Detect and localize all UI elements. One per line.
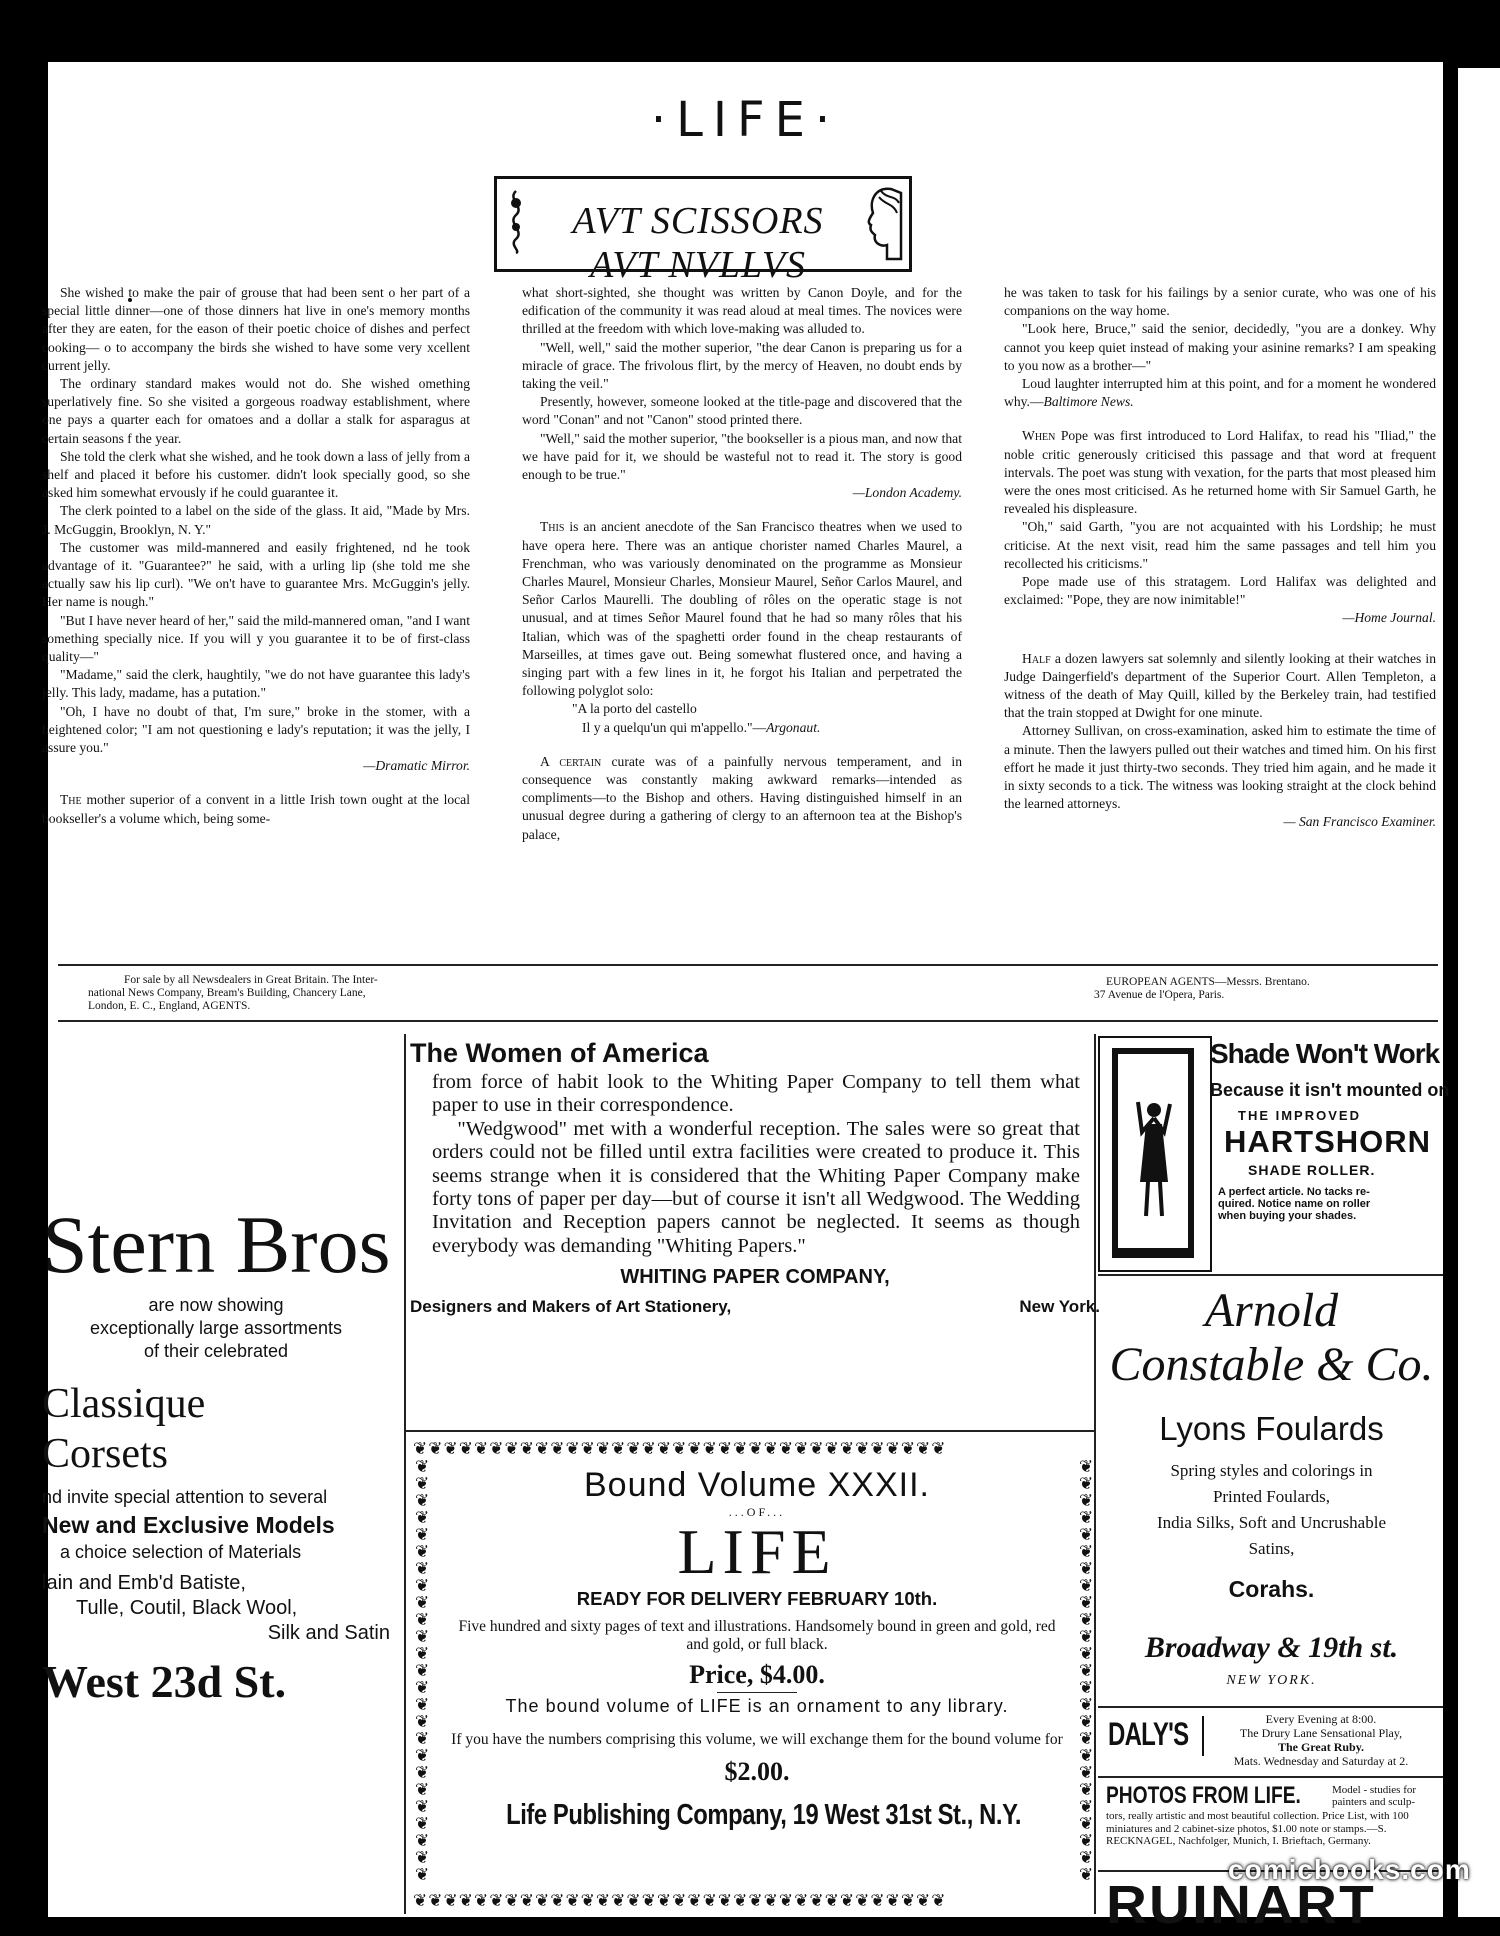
lead-word: This [540, 519, 565, 535]
ad-border [404, 1034, 406, 1914]
lead-word: Half [1022, 650, 1051, 666]
banner-title: AVT SCISSORS AVT NVLLVS [572, 200, 824, 286]
hartshorn-shade-ad [1098, 1036, 1450, 1272]
price: $2.00. [724, 1757, 790, 1786]
paragraph-text: a dozen lawyers sat solemnly and silently looking at their watches in Judge Daingerfield's department of the Superior Court. Allen Templeton, a witness of the death of May Quill, killed by the Berkeley train, had testified that the train stopped at Dwight for one minute. [1004, 650, 1436, 721]
source-credit: Baltimore News. [1043, 394, 1134, 410]
window-illustration [1098, 1036, 1212, 1272]
divider [1202, 1716, 1204, 1756]
paragraph: The customer was mild-mannered and easily frightened, nd he took advantage of it. "Guarantee?" he said, with a urling lip (she told me she actually saw his lip curl). "We on't have to guarantee Mrs. McGuggin's jelly. Her name is nough." [42, 539, 470, 610]
agents-line: 37 Avenue de l'Opera, Paris. [1094, 989, 1225, 1001]
ad-line: READY FOR DELIVERY FEBRUARY 10th. [576, 1588, 938, 1609]
paragraph: what short-sighted, she thought was written by Canon Doyle, and for the edification of the community it was read aloud at meal times. The novices were thrilled at the freedom with which love-making was alluded to. [522, 285, 962, 337]
section-banner [494, 176, 912, 286]
paragraph: from force of habit look to the Whiting Paper Company to tell them what paper to use in their correspondence. [432, 1071, 1080, 1117]
source-credit: —Home Journal. [1342, 610, 1436, 626]
ad-line: lain and Emb'd Batiste, [42, 1572, 246, 1594]
paragraph: "Well, well," said the mother superior, "the dear Canon is preparing us for a miracle of grace. The frivolous flirt, by the mercy of Heaven, no doubt ends by taking the veil." [522, 339, 962, 392]
agents-line: London, E. C., England, AGENTS. [88, 1000, 251, 1012]
source-credit: —Dramatic Mirror. [363, 758, 470, 774]
ad-line: tors, really artistic and most beautiful collection. Price List, with 100 miniatures and 2 cabinet-size photos, $1.00 note or stamps.—S. RECKNAGEL, Nachfolger, Munich, I. Brieftach, Germany. [1106, 1810, 1409, 1847]
paragraph: "Oh, I have no doubt of that, I'm sure," broke in the stomer, with a heightened color; "I am not questioning e lady's reputation; it was the jelly, I assure you." [42, 703, 470, 756]
profile-head-icon [861, 183, 903, 263]
article-column-3 [1004, 284, 1436, 832]
watermark: comicbooks.com [1228, 1854, 1471, 1885]
ad-heading: The Women of America [410, 1038, 709, 1068]
source-credit: Argonaut. [766, 719, 821, 735]
source-credit: — San Francisco Examiner. [1283, 814, 1436, 830]
bound-volume-content [451, 1466, 1063, 1832]
price: Price, $4.00. [689, 1660, 825, 1689]
ad-heading: Shade Won't Work [1210, 1038, 1440, 1069]
ad-line: The bound volume of LIFE is an ornament to any library. [505, 1696, 1009, 1716]
ad-line: Tulle, Coutil, Black Wool, [76, 1597, 298, 1619]
window-shade [1118, 1054, 1188, 1078]
paragraph [1004, 427, 1436, 518]
paragraph: "Wedgwood" met with a wonderful reception. The sales were so great that orders could not be filled until extra facilities were created to produce it. This seems strange when it is considered that the Whiting Paper Company make forty tons of paper per day—but of course it isn't all Wedgwood. The Wedding Invitation and Reception papers cannot be neglected. It seems as though everybody was demanding "Whiting Papers." [432, 1117, 1080, 1257]
ad-heading: PHOTOS FROM LIFE. [1106, 1782, 1301, 1809]
ad-line: THE IMPROVED [1238, 1108, 1361, 1123]
paragraph [522, 753, 962, 844]
ad-line: Model - studies for painters and sculp- [1332, 1784, 1417, 1808]
paragraph: She wished to make the pair of grouse that had been sent o her part of a special little dinner—one of those dinners hat live in one's memory months after they are eaten, for the eason of their poetic choice of dishes and perfect cooking— o to accompany the birds she wished to have some very xcellent current jelly. [42, 285, 470, 373]
paragraph: "Oh," said Garth, "you are not acquainted with his Lordship; he must criticise. At the next visit, read him the same passages and tell him you recollected his criticisms." [1004, 519, 1436, 571]
poem-line [522, 719, 962, 737]
ad-line: of their celebrated [143, 1341, 289, 1361]
ad-line: Silk and Satin [267, 1622, 390, 1644]
ad-line: are now showing [148, 1295, 284, 1315]
ad-heading: Corsets [42, 1431, 168, 1477]
ad-line: ...OF... [728, 1505, 786, 1519]
source-credit: —London Academy. [852, 485, 962, 501]
paragraph [1004, 375, 1436, 411]
ad-heading: Lyons Foulards [1159, 1410, 1384, 1447]
article-column-1 [42, 284, 470, 828]
paragraph: "But I have never heard of her," said the mild-mannered oman, "and I want something specially nice. If you will y you guarantee it to be of first-class quality—" [42, 612, 470, 665]
paragraph-text: Loud laughter interrupted him at this point, and for a moment he wondered why.— [1004, 376, 1436, 410]
ad-line: Satins, [1248, 1539, 1295, 1558]
paragraph-text: is an ancient anecdote of the San Francisco theatres when we used to have opera here. There was an antique chorister named Charles Maurel, a Frenchman, who was variously denominated on the programme as Monsieur Charles Maurel, Monsieur Charles, Monsieur Maurel, Señor Carlos Maurel, and Señor Carlos Maurelli. The doubling of rôles on the operatic stage is not unusual, and at times Señor Maurel found that he had so many rôles that his Italian, which was of the spaghetti order found in the cheap restaurants of Marseilles, at times gave out. Being somewhat flustered once, and having a singing part with a few lines in it, he forgot his Italian and perpetrated the following polyglot solo: [522, 519, 962, 699]
ad-border [1098, 1706, 1443, 1708]
ad-line: Because it isn't mounted on [1210, 1080, 1450, 1100]
stern-bros-ad [42, 1199, 391, 1710]
ad-line: A perfect article. No tacks re- [1218, 1186, 1370, 1198]
lead-word: The [60, 792, 82, 808]
magazine-page [42, 62, 1450, 1935]
paragraph: "Well," said the mother superior, "the bookseller is a pious man, and now that we have paid for it, we should be wasteful not to read it. The story is good enough to be true." [522, 430, 962, 483]
poem-text: Il y a quelqu'un qui m'appello."— [582, 719, 767, 735]
agents-line: EUROPEAN AGENTS—Messrs. Brentano. [1106, 976, 1310, 988]
ad-line: India Silks, Soft and Uncrushable [1157, 1513, 1386, 1532]
paragraph: She told the clerk what she wished, and he took down a lass of jelly from a shelf and placed it before his customer. didn't look specially good, so she asked him somewhat ervously if he could guarantee it. [42, 448, 470, 501]
ad-body [432, 1071, 1080, 1258]
ad-brand: Constable & Co. [1109, 1338, 1434, 1391]
paragraph [42, 791, 470, 827]
agents-line: For sale by all Newsdealers in Great Britain. The Inter- [124, 974, 378, 986]
leaf-border-left-icon: ❦❦❦❦❦❦❦❦❦❦❦❦❦❦❦❦❦❦❦❦❦❦❦❦❦ [415, 1457, 431, 1884]
ad-footer-right: New York. [1019, 1297, 1100, 1317]
agents-notice-left [88, 974, 608, 1013]
paragraph-text: mother superior of a convent in a little Irish town ought at the local bookseller's a volume which, being some- [42, 792, 470, 826]
ad-line: If you have the numbers comprising this volume, we will exchange them for the bound volume for [451, 1731, 1063, 1748]
ad-line: quired. Notice name on roller [1218, 1198, 1371, 1210]
divider [717, 1692, 797, 1693]
stern-bros-address: West 23d St. [42, 1656, 287, 1707]
woman-figure-icon [1128, 1092, 1178, 1222]
lead-word: When [1022, 428, 1056, 444]
paragraph: The ordinary standard makes would not do. She wished omething superlatively fine. So she visited a gorgeous roadway establishment, where one pays a quarter each for omatoes and a dollar a stalk for asparagus at certain seasons f the year. [42, 376, 470, 446]
ad-line: The Great Ruby. [1277, 1740, 1365, 1754]
ad-border [404, 1430, 1094, 1432]
agents-notice-right [1094, 976, 1426, 1002]
ad-brand: Arnold [1204, 1284, 1339, 1337]
paragraph-text: Pope was first introduced to Lord Halifax, to read his "Iliad," the noble critic generously criticised this passage and that word at frequent intervals. The poet was stung with vexation, for the parts that most pleased him were the ones most criticised. As he returned home with Sir Samuel Garth, he revealed his displeasure. [1004, 428, 1436, 517]
ad-address: Broadway & 19th st. [1144, 1631, 1399, 1664]
ad-line: NEW YORK. [1226, 1673, 1317, 1688]
ad-line: New and Exclusive Models [42, 1512, 335, 1538]
divider [58, 1020, 1438, 1022]
ad-line: Five hundred and sixty pages of text and illustrations. Handsomely bound in green and gold, red and gold, or full black. [458, 1618, 1056, 1653]
ad-brand: HARTSHORN [1224, 1124, 1432, 1159]
paragraph: The clerk pointed to a label on the side of the glass. It aid, "Made by Mrs. J. McGuggin, Brooklyn, N. Y." [42, 503, 470, 537]
poem-line: "A la porto del castello [572, 701, 697, 717]
ad-line: a choice selection of Materials [60, 1542, 302, 1562]
ad-line: Spring styles and colorings in [1170, 1461, 1373, 1480]
bound-volume-ad [413, 1440, 1101, 1910]
paragraph: Presently, however, someone looked at the title-page and discovered that the word "Conan" and not "Canon" stood printed there. [522, 394, 962, 428]
leaf-border-bottom-icon: ❦❦❦❦❦❦❦❦❦❦❦❦❦❦❦❦❦❦❦❦❦❦❦❦❦❦❦❦❦❦❦❦❦❦❦ [413, 1891, 947, 1910]
adjacent-page-edge [1458, 68, 1500, 1917]
paragraph: he was taken to task for his failings by a senior curate, who was one of his companions on the way home. [1004, 285, 1436, 319]
paragraph [522, 518, 962, 700]
dalys-theatre-ad [1106, 1710, 1436, 1768]
ad-fineprint [1218, 1186, 1450, 1222]
ad-line: Mats. Wednesday and Saturday at 2. [1233, 1754, 1409, 1768]
ad-heading: Bound Volume XXXII. [584, 1466, 930, 1504]
masthead-title: ·LIFE· [650, 92, 841, 148]
ad-border [1098, 1776, 1443, 1778]
life-title: LIFE [677, 1516, 837, 1587]
paragraph: "Look here, Bruce," said the senior, decidedly, "you are a donkey. Why cannot you keep quiet instead of making your asinine remarks? I am speaking to you now as a brother—" [1004, 321, 1436, 373]
ad-heading: Corahs. [1228, 1576, 1315, 1602]
paragraph: Pope made use of this stratagem. Lord Halifax was delighted and exclaimed: "Pope, they are now inimitable!" [1004, 574, 1436, 608]
ad-border [1098, 1274, 1443, 1276]
leaf-border-top-icon: ❦❦❦❦❦❦❦❦❦❦❦❦❦❦❦❦❦❦❦❦❦❦❦❦❦❦❦❦❦❦❦❦❦❦❦ [413, 1439, 947, 1458]
ad-line: SHADE ROLLER. [1248, 1162, 1376, 1178]
article-column-2 [522, 284, 962, 844]
paragraph-text: curate was of a painfully nervous temperament, and in consequence was constantly making awkward remarks—intended as compliments—to the Bishop and others. Having distinguished himself in an unusual degree during a gathering of clergy to an afternoon tea at the Bishop's palace, [522, 753, 962, 842]
ad-line: exceptionally large assortments [89, 1318, 343, 1338]
company-name: WHITING PAPER COMPANY, [620, 1266, 890, 1289]
whiting-paper-ad [410, 1038, 1100, 1317]
stern-bros-name: Stern Bros [42, 1199, 391, 1290]
ad-brand: DALY'S [1108, 1716, 1189, 1752]
ad-footer-left: Designers and Makers of Art Stationery, [410, 1297, 732, 1317]
paragraph [1004, 650, 1436, 723]
agents-line: national News Company, Bream's Building, Chancery Lane, [88, 987, 366, 999]
arnold-constable-ad [1100, 1284, 1443, 1689]
ad-line: The Drury Lane Sensational Play, [1239, 1726, 1403, 1740]
ad-footer [410, 1297, 1100, 1317]
ad-line: when buying your shades. [1218, 1210, 1357, 1222]
leaf-border-right-icon: ❦❦❦❦❦❦❦❦❦❦❦❦❦❦❦❦❦❦❦❦❦❦❦❦❦ [1079, 1457, 1095, 1884]
ad-line: Every Evening at 8:00. [1265, 1712, 1377, 1726]
ad-body [1206, 1712, 1436, 1768]
paragraph: "Madame," said the clerk, haughtily, "we do not have guarantee this lady's jelly. This lady, madame, has a putation." [42, 667, 470, 701]
divider [58, 964, 1438, 966]
ad-line: nd invite special attention to several [42, 1487, 328, 1507]
lead-word: A certain [540, 753, 602, 769]
publisher-address: Life Publishing Company, 19 West 31st St., N.Y. [506, 1799, 1022, 1831]
vine-ornament-icon [503, 189, 529, 255]
paragraph: Attorney Sullivan, on cross-examination, asked him to estimate the time of a minute. Then the lawyers pulled out their watches and timed him. On his first effort he made it just thirty-two seconds. They tried him again, and he made it in sixty seconds to a tick. The witness was looking straight at the clock behind the learned attorneys. [1004, 723, 1436, 812]
ad-line: Printed Foulards, [1212, 1487, 1331, 1506]
ruinart-ad: RUINART [1106, 1875, 1376, 1935]
ad-heading: Classique [42, 1381, 206, 1427]
